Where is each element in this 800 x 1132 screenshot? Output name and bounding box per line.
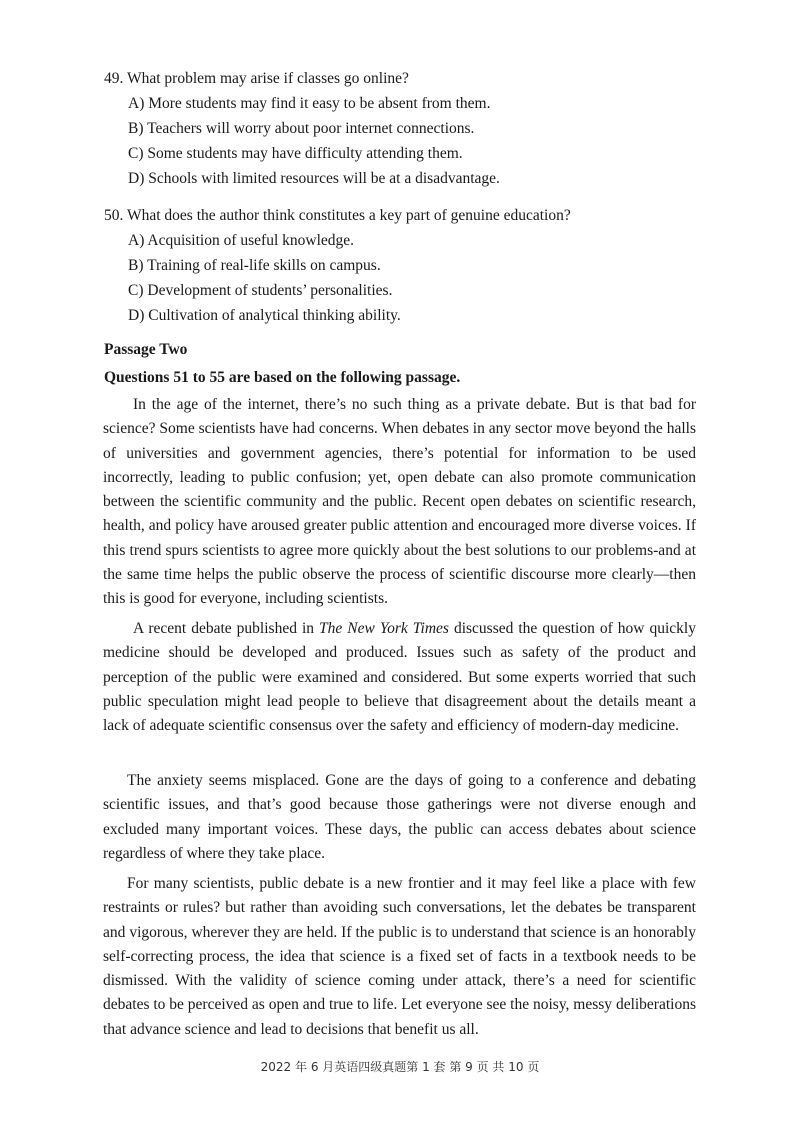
paragraph-text: discussed the question of how quickly medicine should be developed and produced. Issues such as safety of the product and perception of the public were examined and considered. But some experts worried that such public speculation might lead people to believe that disagreement about the details meant a lack of adequate scientific consensus over the safety and efficiency of modern-day medicine. [103, 620, 696, 735]
passage-paragraph-1: In the age of the internet, there’s no such thing as a private debate. But is that bad for science? Some scientists have had concerns. When debates in any sector move beyond the halls of universities and government agencies, there’s potential for information to be used incorrectly, leading to public confusion; yet, open debate can also promote communication between the scientific community and the public. Recent open debates on scientific research, health, and policy have aroused greater public attention and encouraged more diverse voices. If this trend spurs scientists to agree more quickly about the best solutions to our problems-and at the same time helps the public observe the process of scientific discourse more clearly—then this is good for everyone, including scientists. [103, 396, 696, 608]
passage-paragraph-4: For many scientists, public debate is a new frontier and it may feel like a place with few restraints or rules? but rather than avoiding such conversations, let the debates be transparent and vigorous, wherever they are held. If the public is to understand that science is an honorably self-correcting process, the idea that science is a fixed set of facts in a textbook needs to be dismissed. With the validity of science coming under attack, there’s a need for scientific debates to be perceived as open and true to life. Let everyone see the noisy, messy deliberations that advance science and lead to decisions that benefit us all. [103, 875, 696, 1038]
option-a: A) Acquisition of useful knowledge. [128, 232, 355, 249]
passage-instruction: Questions 51 to 55 are based on the following passage. [104, 369, 461, 386]
newspaper-title: The New York Times [319, 620, 449, 637]
option-a: A) More students may find it easy to be absent from them. [128, 95, 491, 112]
option-c: C) Some students may have difficulty attending them. [128, 145, 463, 162]
question-49 [104, 66, 500, 191]
passage-paragraph-3: The anxiety seems misplaced. Gone are the days of going to a conference and debating scientific issues, and that’s good because those gatherings were not diverse enough and excluded many important voices. These days, the public can access debates about science regardless of where they take place. [103, 772, 696, 862]
question-50 [104, 203, 571, 328]
page-footer: 2022 年 6 月英语四级真题第 1 套 第 9 页 共 10 页 [260, 1060, 540, 1074]
question-stem: 50. What does the author think constitutes a key part of genuine education? [104, 207, 571, 224]
passage-paragraph-2 [103, 617, 696, 738]
option-d: D) Cultivation of analytical thinking ability. [128, 307, 401, 324]
passage-title: Passage Two [104, 341, 188, 358]
question-stem: 49. What problem may arise if classes go online? [104, 70, 409, 87]
option-b: B) Training of real-life skills on campus. [128, 257, 381, 274]
option-d: D) Schools with limited resources will be at a disadvantage. [128, 170, 500, 187]
option-b: B) Teachers will worry about poor internet connections. [128, 120, 475, 137]
option-c: C) Development of students’ personalities. [128, 282, 393, 299]
paragraph-text: A recent debate published in [133, 620, 320, 637]
